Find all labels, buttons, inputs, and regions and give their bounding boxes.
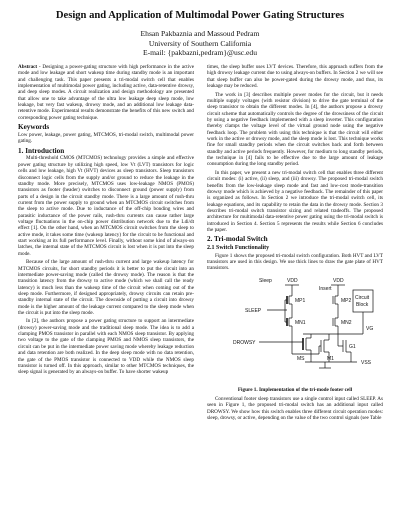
author-names: Ehsan Pakbaznia and Massoud Pedram xyxy=(140,29,260,38)
label-vdd-right: VDD xyxy=(333,277,344,284)
label-mp2: MP2 xyxy=(341,297,352,304)
author-affiliation: University of Southern California xyxy=(148,38,252,48)
circuit-block-box xyxy=(353,290,373,312)
right-paragraph-2: The work in [3] describes multiple power modes for the circuit, but it needs multiple supply voltages (with resistor division) to drive the gate terminal of the sleep transistor to obtain the different modes. In [4], the authors propose a drowsy circuit scheme that automatically controls the degree of the drowsiness of the circuit by using a negative feedback implemented with a sleep inverter. This configuration thereby clamps the voltage level of the virtual ground node using the negative feedback loop. The problem with using this technique is that the circuit will either work in the active or drowsy mode, and the sleep mode is lost. This technique works fine for small standby periods when the circuit switches back and forth between standby and active periods frequently. However, for medium to long standby periods, the technique in [4] fails to be effective due to the large amount of leakage consumption during the long standby period. xyxy=(207,91,383,168)
keywords-heading: Keywords xyxy=(18,123,50,132)
label-mp1: MP1 xyxy=(295,297,306,304)
abstract xyxy=(18,64,194,121)
circuit-diagram xyxy=(207,274,383,384)
right-paragraph-1: times, the sleep buffer uses LVT devices. Therefore, this approach suffers from the high drowsy leakage current due to using always-on buffers. In Section 2 we will see that sleep buffer can also be power-gated during the drowsy mode, and thus, its leakage may be reduced. xyxy=(207,64,383,90)
section2-paragraph-2: Conventional footer sleep transistors use a single control input called SLEEP. As seen in Figure 1, the proposed tri-modal switch has an additional input called DROWSY. We show how this switch enables three different circuit operation modes: sleep, drowsy, or active, depending on the value of the two control signals (see Table xyxy=(207,396,383,422)
label-drowsy: DROWSY xyxy=(233,339,256,346)
label-mn2: MN2 xyxy=(341,319,352,326)
abstract-text: - Designing a power-gating structure with high performance in the active mode and low leakage and short wakeup time during standby mode is an important and challenging task. This paper presents a tri-modal switch cell that enables implementation of multimodal power gating, including active, data-retentive drowsy, and deep sleep modes. A circuit realization and design methodology are presented that allow one to take advantage of the ultra low leakage deep sleep mode, low leakage, but very fast wakeup, drowsy mode, and an additional low leakage data-retentive mode. Experimental results demonstrate the benefits of this new switch and corresponding power gating technique. xyxy=(18,64,194,121)
intro-paragraph-1: Multi-threshold CMOS (MTCMOS) technology provides a simple and effective power gating structure by utilizing high speed, low Vt (LVT) transistors for logic cells and low leakage, high Vt (HVT) devices as sleep transistors. Sleep transistors disconnect logic cells from the supply and/or ground to reduce the leakage in the standby mode. More precisely, MTCMOS uses low-leakage NMOS (PMOS) transistors as footer (header) switches to disconnect ground (power supply) from parts of a design in the circuit standby mode. There is a large amount of rush-thru current from the power supply to ground when an MTCMOS circuit switches from the sleep to active mode. Due to inductance of the off-chip bonding wires and parasitic inductance of the power rails, rush-thru currents can cause rather large voltage fluctuations in the on-chip power distribution network due to the Ldi/dt effect [1]. On the other hand, when an MTCMOS circuit switches from the sleep to active mode, it takes some time (wakeup latency) for the circuit to be functional and start working at its full performance level. Finally, without some kind of always-on latches, the internal state of the MTCMOS circuit is lost when it is put into the sleep mode. xyxy=(18,155,194,257)
keywords-text: Low power, leakage, power gating, MTCMOS, tri-modal switch, multimodal power gating. xyxy=(18,131,194,145)
label-ms: MS xyxy=(297,355,305,362)
label-insert: Insert xyxy=(319,285,332,292)
left-column xyxy=(18,64,194,378)
paper-title: Design and Application of Multimodal Power Gating Structures xyxy=(55,10,345,21)
label-vss: VSS xyxy=(361,359,372,366)
right-column xyxy=(207,64,383,424)
section2-1-heading: 2.1 Switch Functionality xyxy=(207,244,270,251)
section2-paragraph-1: Figure 1 shows the proposed tri-modal switch configuration. Both HVT and LVT transistors are used in this design. We use thick lines to draw the gate plate of HVT transistors. xyxy=(207,252,383,272)
intro-paragraph-3: In [2], the authors propose a power gating structure to support an intermediate (drowsy) power-saving mode and the traditional sleep mode. The idea is to add a clamping PMOS transistor in parallel with each NMOS sleep transistor. By applying two voltage to the gate of the clamping PMOS and NMOS sleep transistors, the circuit can be put in the intermediate power saving mode whereby leakage reduction and data retention are both realized. In the deep sleep mode with no data retention, the gate of the PMOS transistor is connected to VDD while the NMOS sleep transistor is turned off. In this approach, similar to other MTCMOS techniques, the sleep signal is generated by an always-on buffer. To have shorter wakeup xyxy=(18,318,194,376)
figure-1-circuit xyxy=(207,274,383,384)
author-email: E-mail: {pakbazni,pedram}@usc.edu xyxy=(142,48,258,58)
label-mn1: MN1 xyxy=(295,319,306,326)
intro-paragraph-2: Because of the large amount of rush-thru current and large wakeup latency for MTCMOS circuits, for short standby periods it is better to put the circuit into an intermediate power-saving mode (called the drowsy mode). The reason is that the transition latency from the drowsy to active mode (which we shall call the ready latency) is much less than the wakeup time of the circuit when coming out of the sleep mode. Furthermore, if designed appropriately, drowsy circuits can retain pre-standby internal state of the circuit. The downside of putting a circuit into drowsy mode is the higher amount of the leakage current compared to the sleep mode when the circuit is put into the sleep mode. xyxy=(18,259,194,316)
section2-heading: 2. Tri-modal Switch xyxy=(207,235,268,244)
abstract-label: Abstract xyxy=(18,64,38,70)
intro-heading: 1. Introduction xyxy=(18,146,65,155)
label-vg: VG xyxy=(366,325,374,332)
figure-1-caption: Figure 1. Implementation of the tri-mode footer cell xyxy=(237,386,353,393)
label-vdd-top: VDD xyxy=(287,277,298,284)
author-block xyxy=(0,29,400,58)
right-paragraph-3: In this paper, we present a new tri-modal switch cell that enables three different circuit modes: (i) active, (ii) sleep, and (iii) drowsy. The proposed tri-modal switch benefits from the low-leakage sleep mode and fast and low-cost mode-transition drowsy mode which is achieved by a negative feedback. The remainder of this paper is organized as follows. In Section 2 we introduce the tri-modal switch cell, its leakage equations, and its capability to retain the data in the drowsy mode. Section 3 describes tri-modal switch transistor sizing and related tradeoffs. The proposed architecture for multimodal data-retentive power gating using the tri-modal switch is introduced in Section 4. Section 5 represents the results while Section 6 concludes the paper. xyxy=(207,169,383,233)
label-sleep-vdd: Sleep xyxy=(259,277,272,284)
label-sleep: SLEEP xyxy=(245,307,262,314)
label-circuit: Circuit xyxy=(355,294,370,301)
label-m1: M1 xyxy=(327,355,334,362)
label-block: Block xyxy=(356,301,369,308)
label-g1: G1 xyxy=(349,343,356,350)
